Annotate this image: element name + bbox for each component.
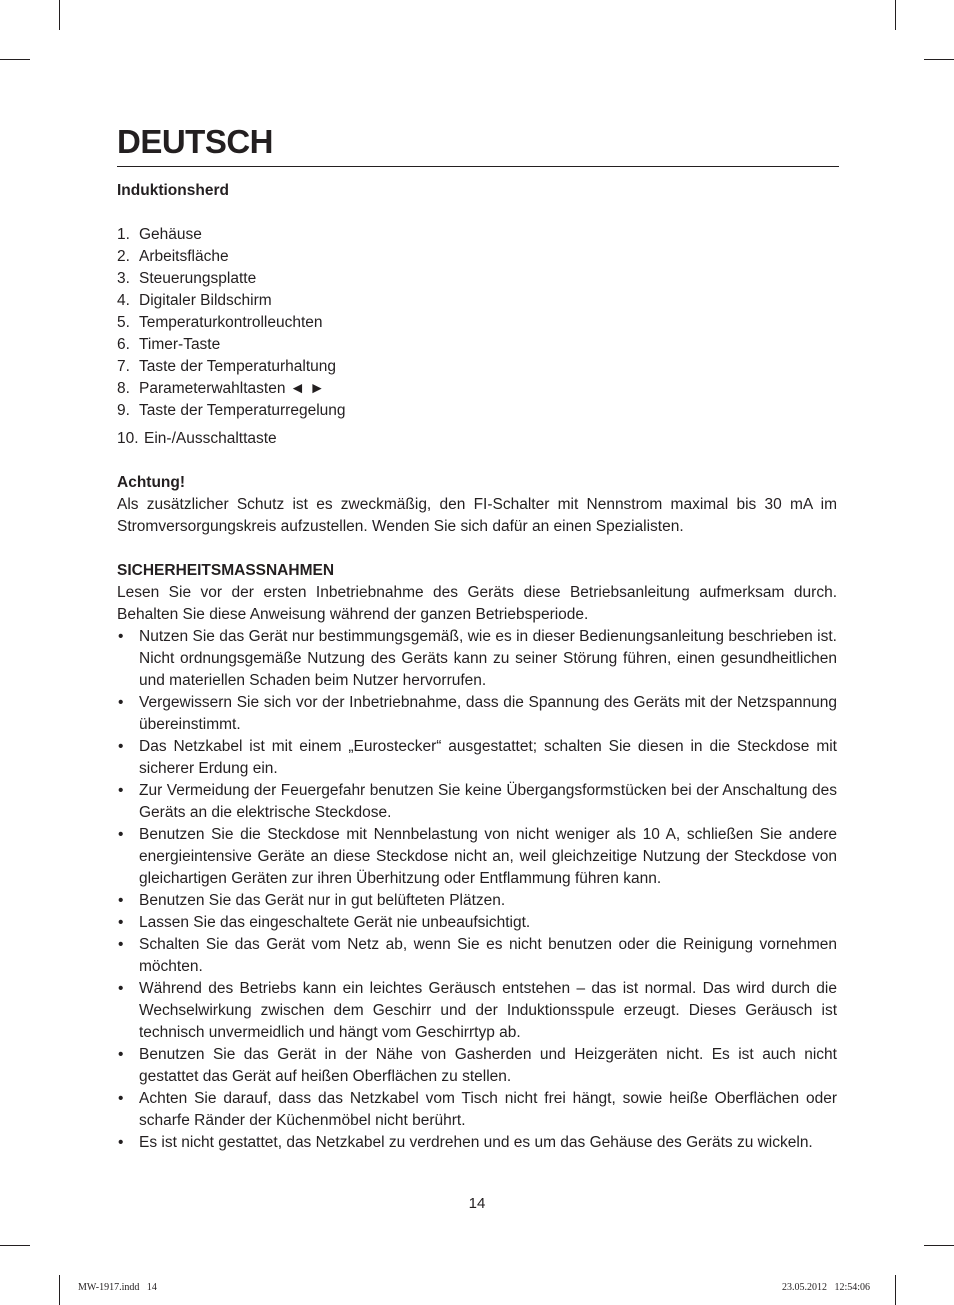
item-text: Achten Sie darauf, dass das Netzkabel vom Tisch nicht frei hängt, sowie heiße Oberflächen oder scharfe Ränder der Küchenmöbel nicht berührt. [139, 1090, 837, 1129]
item-text: Benutzen Sie die Steckdose mit Nennbelastung von nicht weniger als 10 A, schließen Sie andere energieintensive Geräte an diese Steckdose nicht an, weil gleichzeitige Nutzung der Steckdose von gleichartigen Geräten zur ihren Überhitzung oder Entflammung führen kann. [139, 826, 837, 887]
crop-mark [59, 1275, 60, 1305]
item-number: 10. [117, 430, 139, 447]
list-item [117, 692, 837, 736]
product-title: Induktionsherd [117, 182, 229, 199]
list-item [117, 334, 837, 356]
list-item [117, 1088, 837, 1132]
item-text: Lassen Sie das eingeschaltete Gerät nie unbeaufsichtigt. [139, 914, 531, 931]
item-number: 8. [117, 380, 130, 397]
list-item [117, 780, 837, 824]
item-number: 4. [117, 292, 130, 309]
item-text: Benutzen Sie das Gerät nur in gut belüfteten Plätzen. [139, 892, 506, 909]
page-content [117, 180, 837, 1154]
list-item [117, 978, 837, 1044]
list-item [117, 1044, 837, 1088]
parts-list [117, 224, 837, 450]
crop-mark [895, 0, 896, 30]
bullet-icon: • [118, 936, 124, 953]
list-item [117, 312, 837, 334]
item-text: Es ist nicht gestattet, das Netzkabel zu verdrehen und es um das Gehäuse des Geräts zu wickeln. [139, 1134, 813, 1151]
list-item [117, 400, 837, 422]
item-label: Taste der Temperaturhaltung [139, 358, 337, 375]
item-text: Benutzen Sie das Gerät in der Nähe von Gasherden und Heizgeräten nicht. Es ist auch nicht gestattet das Gerät auf heißen Oberflächen zu stellen. [139, 1046, 837, 1085]
bullet-icon: • [118, 738, 124, 755]
item-label: Temperaturkontrolleuchten [139, 314, 323, 331]
item-number: 7. [117, 358, 130, 375]
section-intro: Lesen Sie vor der ersten Inbetriebnahme des Geräts diese Betriebsanleitung aufmerksam durch. Behalten Sie diese Anweisung während der ganzen Betriebsperiode. [117, 584, 837, 623]
list-item [117, 268, 837, 290]
item-label: Digitaler Bildschirm [139, 292, 272, 309]
item-label: Steuerungsplatte [139, 270, 257, 287]
crop-mark [895, 1275, 896, 1305]
item-number: 9. [117, 402, 130, 419]
page-heading: DEUTSCH [117, 123, 274, 160]
list-item [117, 356, 837, 378]
item-number: 6. [117, 336, 130, 353]
list-item [117, 378, 837, 400]
slug-timestamp: 23.05.2012 12:54:06 [781, 1282, 870, 1293]
bullet-icon: • [118, 782, 124, 799]
warning-text: Als zusätzlicher Schutz ist es zweckmäßig, den FI-Schalter mit Nennstrom maximal bis 30 mA im Stromversorgungskreis aufzustellen. Wenden Sie sich dafür an einen Spezialisten. [117, 496, 837, 535]
bullet-icon: • [118, 892, 124, 909]
page-number: 14 [468, 1195, 486, 1212]
item-number: 2. [117, 248, 130, 265]
bullet-icon: • [118, 1090, 124, 1107]
list-item [117, 890, 837, 912]
item-number: 1. [117, 226, 130, 243]
slug-filename: MW-1917.indd 14 [78, 1282, 157, 1293]
item-number: 5. [117, 314, 130, 331]
item-label: Taste der Temperaturregelung [139, 402, 346, 419]
list-item [117, 224, 837, 246]
bullet-icon: • [118, 980, 124, 997]
item-label: Arbeitsfläche [139, 248, 229, 265]
bullet-icon: • [118, 1046, 124, 1063]
list-item [117, 290, 837, 312]
crop-mark [59, 0, 60, 30]
item-text: Während des Betriebs kann ein leichtes Geräusch entstehen – das ist normal. Das wird durch die Wechselwirkung zwischen dem Geschirr und der Induktionsspule erzeugt. Dieses Geräusch ist technisch unvermeidlich und hängt vom Geschirrtyp ab. [139, 980, 837, 1041]
item-text: Vergewissern Sie sich vor der Inbetriebnahme, dass die Spannung des Geräts mit der Netzspannung übereinstimmt. [139, 694, 837, 733]
bullet-icon: • [118, 914, 124, 931]
crop-mark [0, 1245, 30, 1246]
list-item [117, 736, 837, 780]
item-text: Zur Vermeidung der Feuergefahr benutzen Sie keine Übergangsformstücken bei der Anschaltung des Geräts an die elektrische Steckdose. [139, 782, 837, 821]
bullet-icon: • [118, 1134, 124, 1151]
warning-title: Achtung! [117, 474, 186, 491]
item-text: Schalten Sie das Gerät vom Netz ab, wenn Sie es nicht benutzen oder die Reinigung vornehmen möchten. [139, 936, 837, 975]
item-label: Timer-Taste [139, 336, 221, 353]
item-label: Ein-/Ausschalttaste [144, 430, 277, 447]
list-item [117, 626, 837, 692]
safety-list [117, 626, 837, 1154]
crop-mark [0, 59, 30, 60]
list-item [117, 912, 837, 934]
crop-mark [924, 1245, 954, 1246]
heading-rule [117, 166, 839, 167]
section-title: SICHERHEITSMASSNAHMEN [117, 562, 335, 579]
item-label: Gehäuse [139, 226, 202, 243]
crop-mark [924, 59, 954, 60]
item-text: Nutzen Sie das Gerät nur bestimmungsgemäß, wie es in dieser Bedienungsanleitung beschrieben ist. Nicht ordnungsgemäße Nutzung des Geräts kann zu seiner Störung führen, einen gesundheitlichen und materiellen Schaden beim Nutzer hervorrufen. [139, 628, 837, 689]
bullet-icon: • [118, 826, 124, 843]
bullet-icon: • [118, 694, 124, 711]
list-item [117, 246, 837, 268]
item-text: Das Netzkabel ist mit einem „Eurostecker“ ausgestattet; schalten Sie diesen in die Steckdose mit sicherer Erdung ein. [139, 738, 837, 777]
item-number: 3. [117, 270, 130, 287]
item-label: Parameterwahltasten ◄ ► [139, 380, 325, 397]
list-item [117, 428, 837, 450]
list-item [117, 934, 837, 978]
bullet-icon: • [118, 628, 124, 645]
list-item [117, 1132, 837, 1154]
list-item [117, 824, 837, 890]
